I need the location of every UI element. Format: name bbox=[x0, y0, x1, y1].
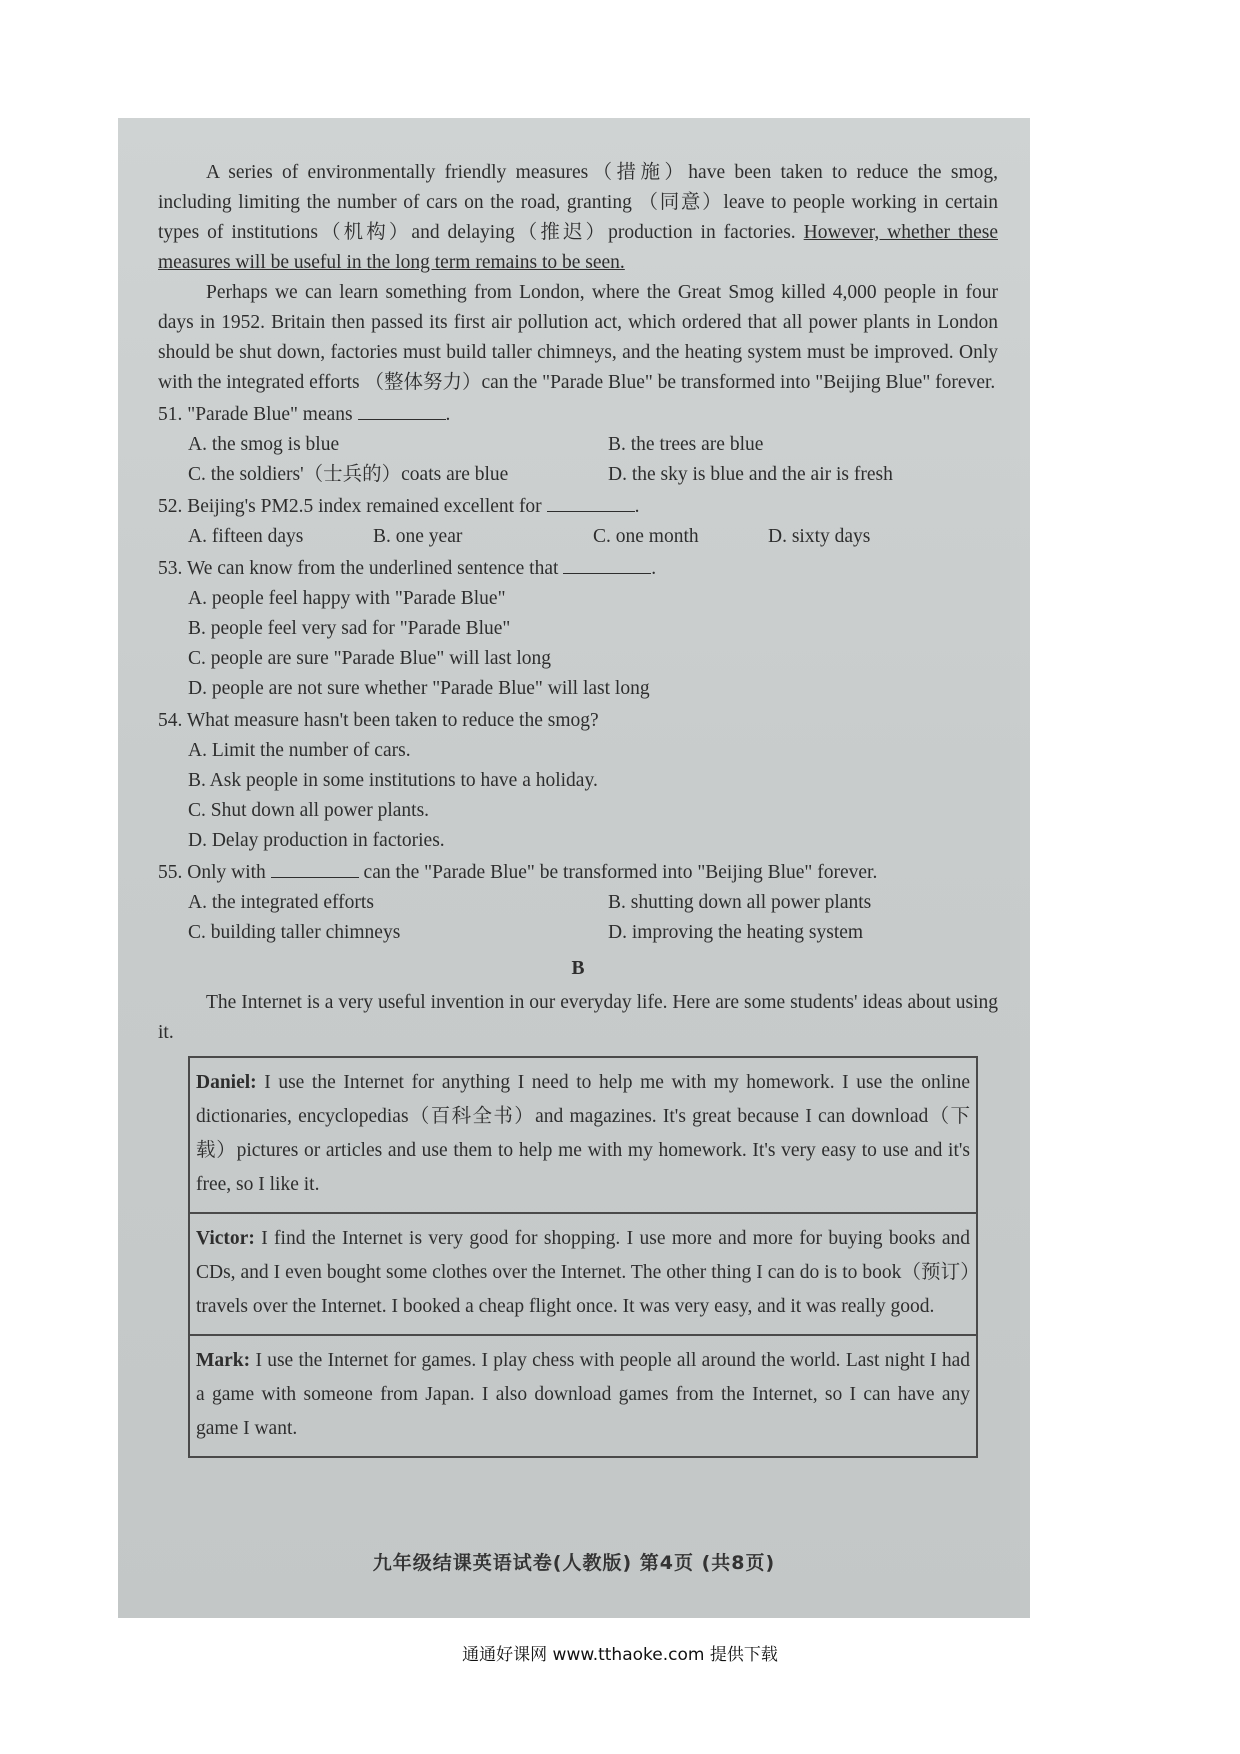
question-stem-end: . bbox=[651, 558, 657, 579]
question-stem: 54. What measure hasn't been taken to reduce the smog? bbox=[158, 710, 599, 731]
question-stem bbox=[158, 400, 998, 430]
option-b: B. people feel very sad for "Parade Blue" bbox=[188, 618, 511, 639]
option-c: C. one month bbox=[593, 526, 699, 547]
question-54 bbox=[158, 706, 998, 856]
page-footer: 九年级结课英语试卷(人教版) 第4页 (共8页) bbox=[372, 1552, 776, 1574]
answer-blank bbox=[547, 493, 635, 512]
student-ideas-table bbox=[188, 1056, 978, 1458]
option-a: A. fifteen days bbox=[188, 526, 304, 547]
student-idea: I find the Internet is very good for shopping. I use more and more for buying books and CDs, and I even bought some clothes over the Internet. The other thing I can do is to book（预订）travels over the Internet. I booked a cheap flight once. It was very easy, and it was really good. bbox=[196, 1228, 970, 1317]
option-d: D. improving the heating system bbox=[608, 922, 864, 943]
options bbox=[158, 888, 998, 948]
question-stem bbox=[158, 554, 998, 584]
option-b: B. the trees are blue bbox=[608, 434, 764, 455]
option-c: C. Shut down all power plants. bbox=[188, 800, 430, 821]
question-stem bbox=[158, 858, 998, 888]
scanned-page-photo bbox=[118, 118, 1030, 1618]
passage-paragraph-2: Perhaps we can learn something from London, where the Great Smog killed 4,000 people in four days in 1952. Britain then passed its first air pollution act, which ordered that all power plants in London should be shut down, factories must build taller chimneys, and the heating system must be improved. Only with the integrated efforts （整体努力）can the "Parade Blue" be transformed into "Beijing Blue" forever. bbox=[158, 282, 998, 393]
answer-blank bbox=[563, 555, 651, 574]
passage-paragraph-1 bbox=[158, 158, 998, 278]
answer-blank bbox=[358, 401, 446, 420]
question-stem-text: 51. "Parade Blue" means bbox=[158, 404, 353, 425]
table-row bbox=[190, 1336, 976, 1456]
option-d: D. sixty days bbox=[768, 526, 871, 547]
student-name: Daniel: bbox=[196, 1072, 257, 1093]
option-a: A. the smog is blue bbox=[188, 434, 340, 455]
question-52 bbox=[158, 492, 998, 552]
option-b: B. Ask people in some institutions to have a holiday. bbox=[188, 770, 598, 791]
student-name: Victor: bbox=[196, 1228, 255, 1249]
options bbox=[158, 430, 998, 490]
option-d: D. people are not sure whether "Parade Blue" will last long bbox=[188, 678, 650, 699]
answer-blank bbox=[271, 859, 359, 878]
passage-paragraph-1-text: A series of environmentally friendly measures（措施）have been taken to reduce the smog, including limiting the number of cars on the road, granting （同意）leave to people working in certain types of institutions（机构）and delaying（推迟）production in factories. bbox=[158, 162, 998, 243]
table-row bbox=[190, 1058, 976, 1214]
question-stem-end: can the "Parade Blue" be transformed into "Beijing Blue" forever. bbox=[363, 862, 878, 883]
option-b: B. one year bbox=[373, 526, 463, 547]
question-stem-end: . bbox=[634, 496, 640, 517]
question-55 bbox=[158, 858, 998, 948]
question-stem-text: 53. We can know from the underlined sentence that bbox=[158, 558, 559, 579]
question-53 bbox=[158, 554, 998, 704]
question-stem-end: . bbox=[445, 404, 451, 425]
option-c: C. people are sure "Parade Blue" will last long bbox=[188, 648, 552, 669]
question-51 bbox=[158, 400, 998, 490]
option-a: A. people feel happy with "Parade Blue" bbox=[188, 588, 506, 609]
option-a: A. the integrated efforts bbox=[188, 892, 374, 913]
options bbox=[158, 522, 998, 552]
options bbox=[158, 584, 998, 704]
question-stem-text: 55. Only with bbox=[158, 862, 266, 883]
option-a: A. Limit the number of cars. bbox=[188, 740, 411, 761]
option-c: C. the soldiers'（士兵的）coats are blue bbox=[188, 464, 509, 485]
page-content bbox=[158, 158, 998, 1458]
student-idea: I use the Internet for anything I need to help me with my homework. I use the online dictionaries, encyclopedias（百科全书）and magazines. It's great because I can download（下载）pictures or articles and use them to help me with my homework. It's very easy to use and it's free, so I like it. bbox=[196, 1072, 970, 1195]
option-d: D. Delay production in factories. bbox=[188, 830, 445, 851]
section-b-label: B bbox=[571, 958, 585, 979]
question-stem-text: 52. Beijing's PM2.5 index remained excellent for bbox=[158, 496, 542, 517]
option-b: B. shutting down all power plants bbox=[608, 892, 872, 913]
option-d: D. the sky is blue and the air is fresh bbox=[608, 464, 893, 485]
options bbox=[158, 736, 998, 856]
download-credit: 通通好课网 www.tthaoke.com 提供下载 bbox=[462, 1645, 778, 1665]
table-row bbox=[190, 1214, 976, 1336]
option-c: C. building taller chimneys bbox=[188, 922, 401, 943]
student-name: Mark: bbox=[196, 1350, 251, 1371]
student-idea: I use the Internet for games. I play chess with people all around the world. Last night I had a game with someone from Japan. I also download games from the Internet, so I can have any game I want. bbox=[196, 1350, 970, 1439]
question-stem bbox=[158, 492, 998, 522]
section-b-intro: The Internet is a very useful invention in our everyday life. Here are some students' ideas about using it. bbox=[158, 992, 998, 1043]
underlined-sentence: However, whether these measures will be useful in the long term remains to be seen. bbox=[158, 222, 999, 273]
